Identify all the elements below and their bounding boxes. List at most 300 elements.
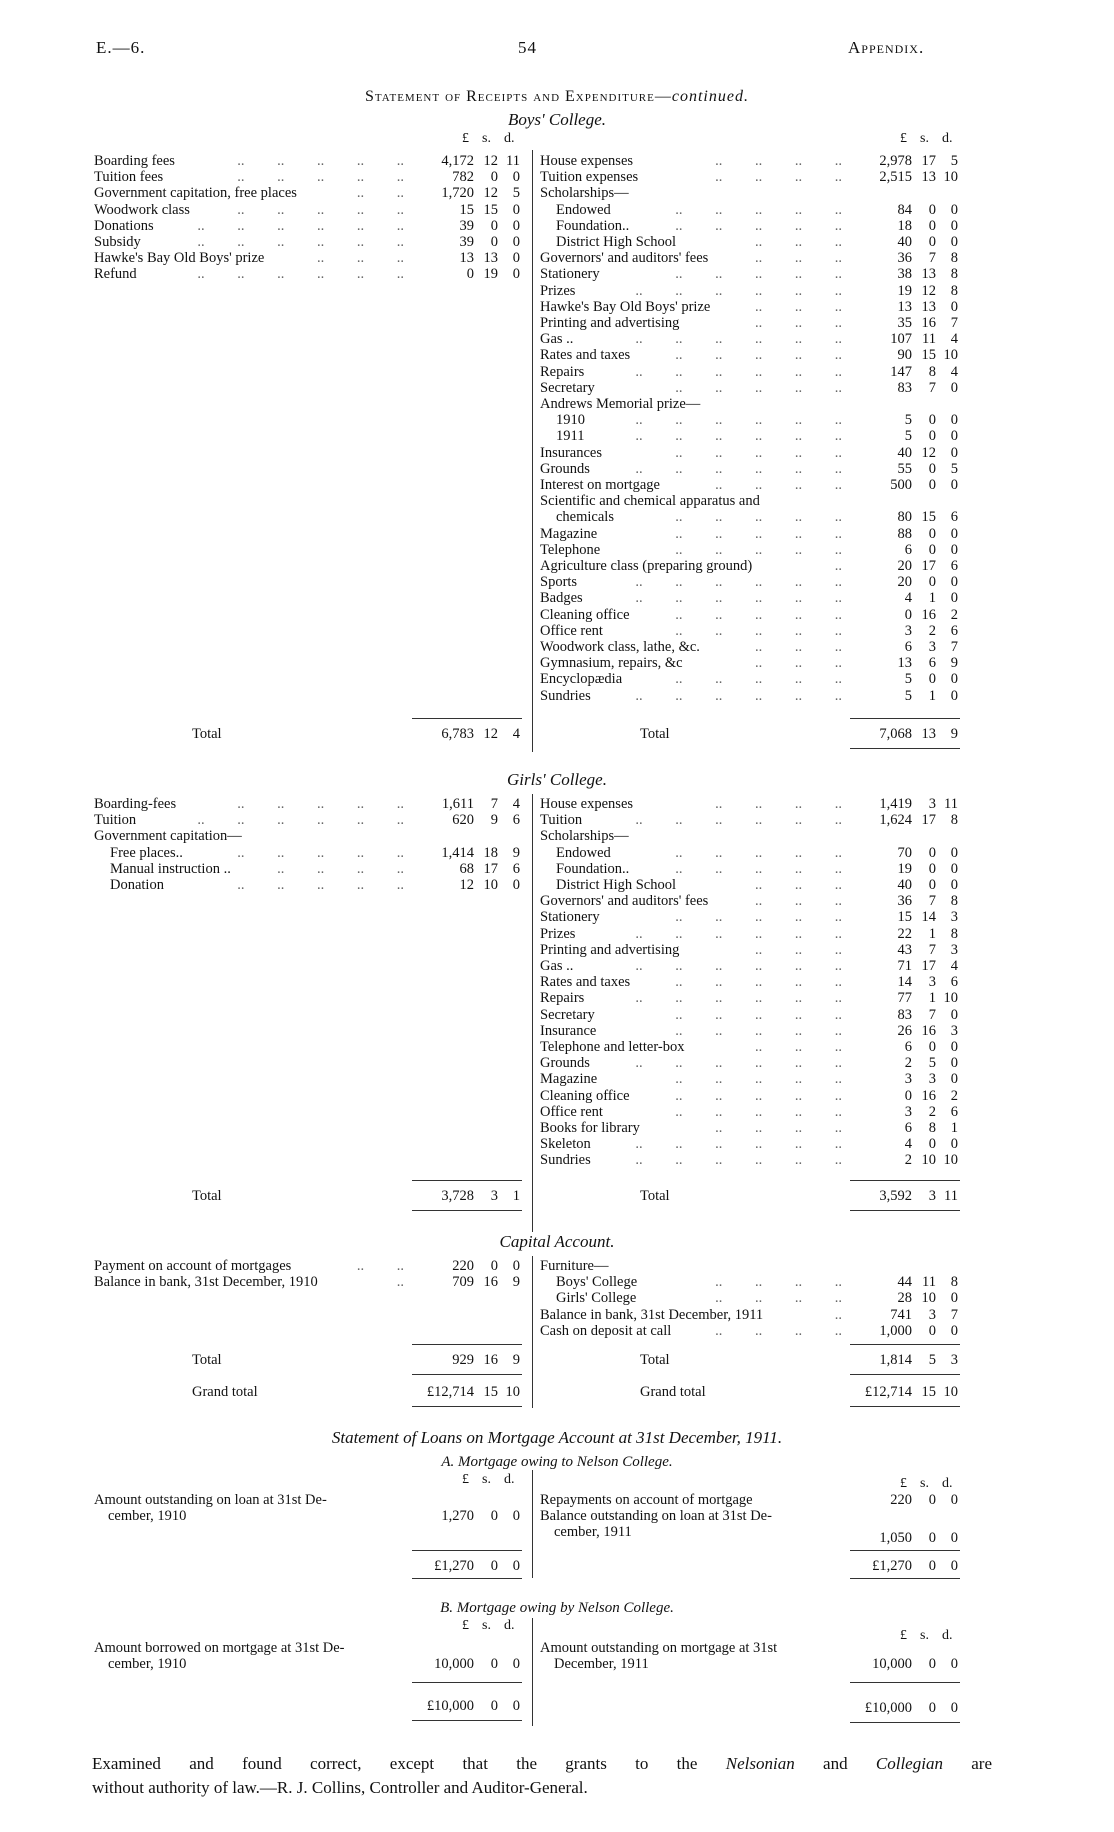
girls-receipts-double-rule (412, 1210, 522, 1211)
girls-expenditure-leader: .. .. .. .. .. (675, 844, 842, 861)
boys-expenditure-amount-shillings: 0 (928, 574, 936, 591)
boys-receipt-amount-pounds: 15 (459, 201, 474, 218)
capital-expenditure-amount-shillings: 0 (928, 1322, 936, 1339)
girls-expenditure-amount (850, 1023, 958, 1039)
capital-expenditure-leader: .. .. .. .. (715, 1274, 842, 1291)
girls-receipt-leader: .. .. .. .. .. .. (197, 812, 404, 829)
girls-receipt-leader: .. .. .. .. (277, 860, 404, 877)
girls-expenditure-leader: .. .. .. .. .. (675, 860, 842, 877)
capital-divider (532, 1256, 533, 1408)
girls-receipt-amount (412, 877, 520, 893)
girls-expenditure-amount-shillings: 0 (928, 860, 936, 877)
girls-expenditure-leader: .. .. .. .. .. .. (635, 990, 842, 1007)
boys-expenditure-amount-pence: 0 (950, 590, 958, 607)
boys-expenditure-double-rule (850, 748, 960, 749)
boys-expenditure-amount-shillings: 12 (921, 444, 936, 461)
boys-receipts-currency-d: d. (504, 131, 515, 146)
girls-expenditure-amount-pence: 0 (950, 877, 958, 893)
boys-receipt-amount-pounds: 0 (466, 266, 474, 283)
boys-expenditure-amount-shillings: 16 (921, 606, 936, 623)
capital-receipt-amount-pence: 9 (512, 1274, 520, 1291)
capital-expenditure-amount (850, 1323, 958, 1339)
boys-expenditure-label: Interest on mortgage (540, 477, 660, 493)
girls-expenditure-amount-pence: 6 (950, 974, 958, 991)
girls-expenditure-amount-pence: 3 (950, 909, 958, 926)
girls-expenditure-amount-shillings: 3 (928, 974, 936, 991)
boys-expenditure-amount-shillings: 0 (928, 541, 936, 558)
boys-expenditure-leader: .. .. .. .. .. (675, 509, 842, 526)
boys-expenditure-currency-l: £ (900, 131, 907, 146)
girls-expenditure-amount-pence: 0 (950, 1071, 958, 1088)
boys-expenditure-amount-shillings: 0 (928, 671, 936, 688)
girls-expenditure-label: Stationery (540, 909, 600, 926)
loans-b-right-amount (850, 1656, 958, 1672)
boys-expenditure-leader: .. .. .. .. .. (675, 671, 842, 688)
boys-expenditure-amount-pounds: 5 (904, 671, 912, 688)
capital-expenditure-label: Cash on deposit at call (540, 1322, 672, 1339)
boys-receipt-leader: .. .. .. (317, 250, 404, 267)
loans-b-left-total-shillings: 0 (490, 1698, 498, 1714)
girls-receipt-label: Donation (110, 877, 164, 893)
girls-expenditure-amount (850, 974, 958, 990)
girls-expenditure-label: Telephone and letter-box (540, 1039, 685, 1055)
statement-title: Statement of Receipts and Expenditure—continued. (365, 88, 749, 105)
girls-expenditure-label: Sundries (540, 1152, 591, 1169)
boys-receipts-rule (412, 718, 522, 719)
boys-expenditure-amount-pounds: 5 (904, 412, 912, 429)
boys-receipt-leader: .. .. .. .. .. .. (197, 217, 404, 234)
boys-expenditure-currency-s: s. (920, 131, 929, 146)
capital-receipts-total-shillings: 16 (483, 1352, 498, 1368)
boys-expenditure-amount-pounds: 40 (897, 234, 912, 250)
girls-expenditure-amount (850, 926, 958, 942)
boys-expenditure-amount (850, 590, 958, 606)
girls-expenditure-leader: .. .. .. .. .. .. (635, 1055, 842, 1072)
boys-expenditure-amount-pence: 6 (950, 509, 958, 526)
boys-receipt-amount-pence: 5 (512, 185, 520, 202)
loans-a-right-amount-1-pence: 0 (950, 1492, 958, 1508)
girls-expenditure-label: Tuition (540, 812, 583, 829)
boys-expenditure-amount-pence: 0 (950, 379, 958, 396)
loans-b-left-label-2: cember, 1910 (108, 1656, 187, 1672)
girls-expenditure-leader: .. .. .. .. .. (675, 1022, 842, 1039)
girls-expenditure-amount (850, 877, 958, 893)
boys-expenditure-amount-shillings: 13 (921, 266, 936, 283)
girls-expenditure-amount-shillings: 8 (928, 1120, 936, 1136)
loans-b-right-total-shillings: 0 (928, 1700, 936, 1716)
boys-receipt-amount (412, 153, 520, 169)
loans-a-right-double-rule (850, 1578, 960, 1579)
girls-receipt-leader: .. .. .. .. .. (237, 877, 404, 893)
boys-receipt-amount-pounds: 39 (459, 234, 474, 250)
girls-expenditure-amount (850, 861, 958, 877)
loans-a-left-double-rule (412, 1578, 522, 1579)
capital-expenditure-amount-pounds: 741 (890, 1306, 912, 1323)
loans-b-left-total-pence: 0 (512, 1698, 520, 1714)
capital-receipt-label: Payment on account of mortgages (94, 1258, 292, 1274)
boys-expenditure-leader: .. .. .. (755, 234, 842, 250)
boys-expenditure-leader: .. .. .. (755, 655, 842, 672)
boys-expenditure-amount-pounds: 2,515 (879, 169, 912, 186)
girls-expenditure-amount (850, 1088, 958, 1104)
boys-receipt-amount-shillings: 0 (490, 169, 498, 186)
boys-expenditure-amount-shillings: 17 (921, 153, 936, 169)
girls-expenditure-label: Secretary (540, 1006, 595, 1023)
girls-receipt-leader: .. .. .. .. .. (237, 844, 404, 861)
page-number: 54 (518, 38, 537, 57)
girls-expenditure-amount-pounds: 0 (904, 1087, 912, 1104)
loans-a-right-label-2: Balance outstanding on loan at 31st De- (540, 1508, 772, 1524)
girls-expenditure-leader: .. .. .. .. .. (675, 974, 842, 991)
boys-expenditure-label: Scholarships— (540, 185, 629, 202)
boys-expenditure-amount (850, 688, 958, 704)
boys-receipt-label: Boarding fees (94, 153, 175, 169)
boys-receipt-amount-shillings: 12 (483, 185, 498, 202)
boys-expenditure-amount (850, 153, 958, 169)
capital-expenditure-amount (850, 1274, 958, 1290)
girls-receipt-amount-shillings: 17 (483, 860, 498, 877)
boys-expenditure-amount-pounds: 2,978 (879, 153, 912, 169)
girls-expenditure-leader: .. .. .. .. .. (675, 1103, 842, 1120)
girls-receipts-total-pence: 1 (512, 1188, 520, 1204)
boys-expenditure-label: 1911 (556, 428, 585, 445)
girls-college-title: Girls' College. (507, 770, 607, 789)
boys-expenditure-amount-pounds: 88 (897, 525, 912, 542)
capital-account-title: Capital Account. (499, 1232, 615, 1251)
boys-receipt-amount-pence: 0 (512, 266, 520, 283)
girls-expenditure-label: Rates and taxes (540, 974, 631, 991)
girls-expenditure-rule (850, 1180, 960, 1181)
boys-receipt-amount-shillings: 19 (483, 266, 498, 283)
boys-expenditure-amount-pounds: 0 (904, 606, 912, 623)
loans-b-left-amount-pounds: 10,000 (434, 1656, 474, 1672)
boys-expenditure-amount-pounds: 38 (897, 266, 912, 283)
girls-expenditure-amount-pence: 11 (944, 796, 958, 812)
girls-expenditure-amount-pence: 8 (950, 925, 958, 942)
boys-expenditure-amount-pounds: 36 (897, 250, 912, 267)
capital-receipt-leader: .. (396, 1274, 404, 1291)
loans-b-right-total (850, 1700, 958, 1716)
girls-expenditure-amount-shillings: 16 (921, 1087, 936, 1104)
boys-receipt-leader: .. .. .. .. .. (237, 153, 404, 169)
boys-expenditure-label: Foundation.. (556, 217, 630, 234)
boys-expenditure-leader: .. .. .. .. .. (675, 606, 842, 623)
girls-expenditure-amount-shillings: 3 (928, 1071, 936, 1088)
boys-receipt-amount-shillings: 12 (483, 153, 498, 169)
loans-a-right-amount-2-pounds: 1,050 (879, 1530, 912, 1546)
loans-b-left-rule (412, 1682, 522, 1683)
girls-expenditure-amount-shillings: 0 (928, 844, 936, 861)
girls-expenditure-amount-pounds: 40 (897, 877, 912, 893)
boys-expenditure-amount-pence: 10 (943, 347, 958, 364)
boys-expenditure-amount-pounds: 90 (897, 347, 912, 364)
boys-expenditure-label: Repairs (540, 363, 585, 380)
boys-receipt-amount-pounds: 782 (452, 169, 474, 186)
boys-receipt-amount (412, 250, 520, 266)
girls-receipt-amount (412, 845, 520, 861)
loans-a-title: A. Mortgage owing to Nelson College. (441, 1454, 673, 1470)
boys-receipt-leader: .. .. (356, 185, 404, 202)
boys-expenditure-amount (850, 558, 958, 574)
loans-b-left-amount-shillings: 0 (490, 1656, 498, 1672)
boys-expenditure-amount-pence: 0 (950, 687, 958, 704)
boys-expenditure-amount-pounds: 18 (897, 217, 912, 234)
girls-expenditure-amount (850, 796, 958, 812)
capital-expenditure-amount-pounds: 44 (897, 1274, 912, 1291)
girls-expenditure-double-rule (850, 1210, 960, 1211)
loans-b-left-currency-l: £ (462, 1618, 469, 1633)
boys-expenditure-amount-shillings: 0 (928, 428, 936, 445)
loans-a-right-amount-1 (850, 1492, 958, 1508)
boys-expenditure-amount-pence: 8 (950, 266, 958, 283)
loans-a-right-total (850, 1558, 958, 1574)
girls-expenditure-amount-shillings: 5 (928, 1055, 936, 1072)
girls-expenditure-leader: .. .. .. .. .. .. (635, 925, 842, 942)
loans-b-right-total-pounds: £10,000 (864, 1700, 912, 1716)
boys-receipt-leader: .. .. .. .. .. .. (197, 234, 404, 250)
girls-receipt-amount (412, 796, 520, 812)
loans-b-right-currency-d: d. (942, 1628, 953, 1643)
girls-expenditure-amount-pence: 6 (950, 1103, 958, 1120)
boys-expenditure-amount (850, 639, 958, 655)
girls-expenditure-amount-pence: 0 (950, 1006, 958, 1023)
boys-expenditure-amount-pence: 0 (950, 234, 958, 250)
capital-receipts-grand-total-shillings: 15 (483, 1384, 498, 1400)
loans-a-right-amount-1-pounds: 220 (890, 1492, 912, 1508)
loans-a-left-total (412, 1558, 520, 1574)
boys-receipt-amount (412, 202, 520, 218)
girls-expenditure-leader: .. .. .. .. .. .. (635, 1136, 842, 1153)
loans-a-right-label-3: cember, 1911 (554, 1524, 632, 1540)
boys-expenditure-leader: .. .. .. .. .. (675, 347, 842, 364)
capital-expenditure-rule (850, 1344, 960, 1345)
girls-expenditure-amount-pence: 3 (950, 941, 958, 958)
girls-receipt-amount-pence: 9 (512, 844, 520, 861)
boys-expenditure-label: chemicals (556, 509, 614, 526)
boys-expenditure-leader: .. .. .. .. .. .. (635, 590, 842, 607)
girls-expenditure-amount-shillings: 1 (928, 990, 936, 1007)
capital-expenditure-amount-pence: 8 (950, 1274, 958, 1291)
boys-expenditure-leader: .. .. .. .. .. .. (635, 282, 842, 299)
boys-receipt-amount-shillings: 0 (490, 234, 498, 250)
girls-expenditure-amount-pounds: 83 (897, 1006, 912, 1023)
girls-receipt-amount-shillings: 7 (490, 796, 498, 812)
loans-a-left-total-pounds: £1,270 (434, 1558, 474, 1574)
capital-expenditure-total-shillings: 5 (928, 1352, 936, 1368)
girls-expenditure-label: House expenses (540, 796, 634, 812)
boys-expenditure-amount-shillings: 1 (928, 687, 936, 704)
boys-expenditure-leader: .. .. .. .. (715, 477, 842, 493)
boys-expenditure-leader: .. .. .. .. .. .. (635, 363, 842, 380)
boys-expenditure-amount-pounds: 3 (904, 622, 912, 639)
boys-expenditure-amount (850, 623, 958, 639)
girls-expenditure-amount-pence: 2 (950, 1087, 958, 1104)
boys-expenditure-label: Secretary (540, 379, 595, 396)
boys-expenditure-amount (850, 574, 958, 590)
capital-expenditure-amount (850, 1307, 958, 1323)
capital-expenditure-total-pounds: 1,814 (879, 1352, 912, 1368)
girls-receipt-amount-pounds: 1,611 (441, 796, 474, 812)
loans-b-left-label-1: Amount borrowed on mortgage at 31st De- (94, 1640, 345, 1656)
girls-expenditure-amount (850, 942, 958, 958)
boys-expenditure-total (850, 726, 958, 742)
girls-expenditure-amount-pounds: 43 (897, 941, 912, 958)
boys-expenditure-amount-pence: 0 (950, 428, 958, 445)
boys-expenditure-amount-shillings: 13 (921, 298, 936, 315)
girls-expenditure-amount-pounds: 70 (897, 844, 912, 861)
loans-b-left-total-pounds: £10,000 (426, 1698, 474, 1714)
girls-receipt-amount-pence: 6 (512, 812, 520, 829)
boys-expenditure-leader: .. (834, 558, 842, 574)
boys-expenditure-amount (850, 412, 958, 428)
girls-expenditure-leader: .. .. .. (755, 1039, 842, 1055)
loans-a-right-amount-2-shillings: 0 (928, 1530, 936, 1546)
girls-expenditure-amount (850, 909, 958, 925)
boys-receipt-label: Woodwork class (94, 201, 190, 218)
girls-expenditure-amount-shillings: 14 (921, 909, 936, 926)
boys-expenditure-label: House expenses (540, 153, 634, 169)
boys-expenditure-leader: .. .. .. .. .. (675, 541, 842, 558)
girls-receipt-amount-pence: 6 (512, 860, 520, 877)
boys-expenditure-leader: .. .. .. .. .. (675, 379, 842, 396)
capital-receipts-grand-rule (412, 1374, 522, 1375)
boys-expenditure-leader: .. .. .. (755, 639, 842, 655)
loans-a-left-total-pence: 0 (512, 1558, 520, 1574)
girls-expenditure-leader: .. .. .. .. .. (675, 1006, 842, 1023)
boys-expenditure-amount-pence: 0 (950, 444, 958, 461)
boys-expenditure-amount-pence: 0 (950, 217, 958, 234)
girls-expenditure-amount-pence: 3 (950, 1022, 958, 1039)
boys-expenditure-currency-d: d. (942, 131, 953, 146)
girls-expenditure-total-label: Total (640, 1188, 670, 1204)
capital-receipt-amount-pounds: 709 (452, 1274, 474, 1291)
capital-receipts-grand-label: Grand total (192, 1384, 258, 1400)
boys-expenditure-leader: .. .. .. .. .. .. (635, 331, 842, 348)
capital-expenditure-label: Girls' College (556, 1290, 637, 1307)
capital-expenditure-amount-shillings: 3 (928, 1306, 936, 1323)
boys-expenditure-leader: .. .. .. (755, 250, 842, 267)
girls-expenditure-amount-pounds: 1,419 (879, 796, 912, 812)
loans-b-left-double-rule (412, 1720, 522, 1721)
girls-expenditure-leader: .. .. .. .. .. .. (635, 1152, 842, 1169)
loans-b-right-amount-pence: 0 (950, 1656, 958, 1672)
loans-a-right-total-pence: 0 (950, 1558, 958, 1574)
girls-expenditure-amount (850, 1104, 958, 1120)
capital-expenditure-amount-pence: 0 (950, 1290, 958, 1307)
boys-expenditure-leader: .. .. .. .. .. .. (635, 574, 842, 591)
capital-expenditure-label: Boys' College (556, 1274, 638, 1291)
capital-expenditure-grand-total-pence: 10 (943, 1384, 958, 1400)
girls-expenditure-leader: .. .. .. .. (715, 796, 842, 812)
girls-expenditure-label: Repairs (540, 990, 585, 1007)
loans-b-left-total (412, 1698, 520, 1714)
boys-receipts-total-shillings: 12 (483, 726, 498, 742)
boys-expenditure-amount-pence: 4 (950, 363, 958, 380)
loans-b-left-amount (412, 1656, 520, 1672)
page-ref: E.—6. (96, 38, 146, 57)
girls-receipt-amount-pounds: 1,414 (441, 844, 474, 861)
loans-a-right-currency-l: £ (900, 1476, 907, 1491)
boys-receipt-amount-pence: 0 (512, 217, 520, 234)
girls-expenditure-amount (850, 1039, 958, 1055)
boys-expenditure-label: 1910 (556, 412, 585, 429)
loans-a-right-total-shillings: 0 (928, 1558, 936, 1574)
girls-receipt-label: Manual instruction .. (110, 860, 231, 877)
boys-divider (532, 150, 533, 752)
boys-expenditure-total-pounds: 7,068 (879, 726, 912, 742)
girls-expenditure-label: Books for library (540, 1120, 640, 1136)
capital-expenditure-leader: .. .. .. .. (715, 1322, 842, 1339)
capital-expenditure-amount-pence: 7 (950, 1306, 958, 1323)
boys-expenditure-amount-shillings: 8 (928, 363, 936, 380)
boys-expenditure-label: Endowed (556, 201, 611, 218)
girls-expenditure-leader: .. .. .. .. .. .. (635, 812, 842, 829)
girls-expenditure-amount-pence: 0 (950, 844, 958, 861)
boys-expenditure-leader: .. .. .. .. .. (675, 217, 842, 234)
girls-expenditure-amount-shillings: 0 (928, 1039, 936, 1055)
capital-receipts-total-pounds: 929 (452, 1352, 474, 1368)
boys-expenditure-amount-shillings: 15 (921, 347, 936, 364)
boys-expenditure-amount (850, 445, 958, 461)
boys-expenditure-amount-pence: 0 (950, 201, 958, 218)
loans-a-left-amount-shillings: 0 (490, 1508, 498, 1524)
loans-title: Statement of Loans on Mortgage Account at 31st December, 1911. (331, 1428, 783, 1447)
boys-receipt-leader: .. .. .. .. .. (237, 169, 404, 186)
boys-expenditure-amount (850, 202, 958, 218)
boys-expenditure-amount-shillings: 7 (928, 250, 936, 267)
boys-expenditure-amount-shillings: 1 (928, 590, 936, 607)
auditor-note: Examined and found correct, except that the grants to the Nelsonian and Collegian are without authority of law.—R. J. Collins, Controller and Auditor-General. (92, 1754, 993, 1797)
boys-expenditure-amount-pence: 0 (950, 525, 958, 542)
boys-receipt-label: Government capitation, free places (94, 185, 297, 202)
boys-expenditure-total-shillings: 13 (921, 726, 936, 742)
boys-expenditure-amount (850, 347, 958, 363)
boys-expenditure-label: Andrews Memorial prize— (540, 396, 701, 412)
girls-receipt-label: Free places.. (110, 844, 183, 861)
boys-receipt-amount-shillings: 15 (483, 201, 498, 218)
girls-expenditure-amount (850, 958, 958, 974)
capital-expenditure-amount-shillings: 11 (922, 1274, 936, 1291)
boys-expenditure-amount-pence: 4 (950, 331, 958, 348)
boys-expenditure-leader: .. .. .. .. .. .. (635, 460, 842, 477)
girls-expenditure-label: Gas .. (540, 958, 574, 974)
loans-b-right-amount-pounds: 10,000 (872, 1656, 912, 1672)
boys-expenditure-amount-shillings: 0 (928, 460, 936, 477)
boys-expenditure-amount-shillings: 6 (928, 655, 936, 672)
boys-expenditure-amount-pounds: 83 (897, 379, 912, 396)
capital-receipt-amount-shillings: 16 (483, 1274, 498, 1291)
boys-expenditure-amount-shillings: 2 (928, 622, 936, 639)
girls-receipts-rule (412, 1180, 522, 1181)
boys-expenditure-label: Office rent (540, 622, 603, 639)
girls-expenditure-amount-shillings: 17 (921, 812, 936, 829)
capital-receipts-grand-total-pounds: £12,714 (426, 1384, 474, 1400)
boys-expenditure-leader: .. .. .. (755, 315, 842, 331)
girls-expenditure-leader: .. .. .. .. .. (675, 909, 842, 926)
boys-expenditure-leader: .. .. .. .. (715, 169, 842, 186)
boys-expenditure-label: District High School (556, 234, 677, 250)
boys-expenditure-amount-pounds: 6 (904, 541, 912, 558)
girls-expenditure-amount-shillings: 3 (928, 796, 936, 812)
girls-expenditure-amount-shillings: 10 (921, 1152, 936, 1169)
boys-expenditure-leader: .. .. .. (755, 298, 842, 315)
boys-expenditure-amount (850, 234, 958, 250)
boys-receipt-label: Subsidy (94, 234, 141, 250)
capital-expenditure-grand-total (850, 1384, 958, 1400)
boys-expenditure-label: Scientific and chemical apparatus and (540, 493, 760, 510)
boys-expenditure-amount-shillings: 3 (928, 639, 936, 655)
girls-expenditure-amount-pounds: 3 (904, 1071, 912, 1088)
